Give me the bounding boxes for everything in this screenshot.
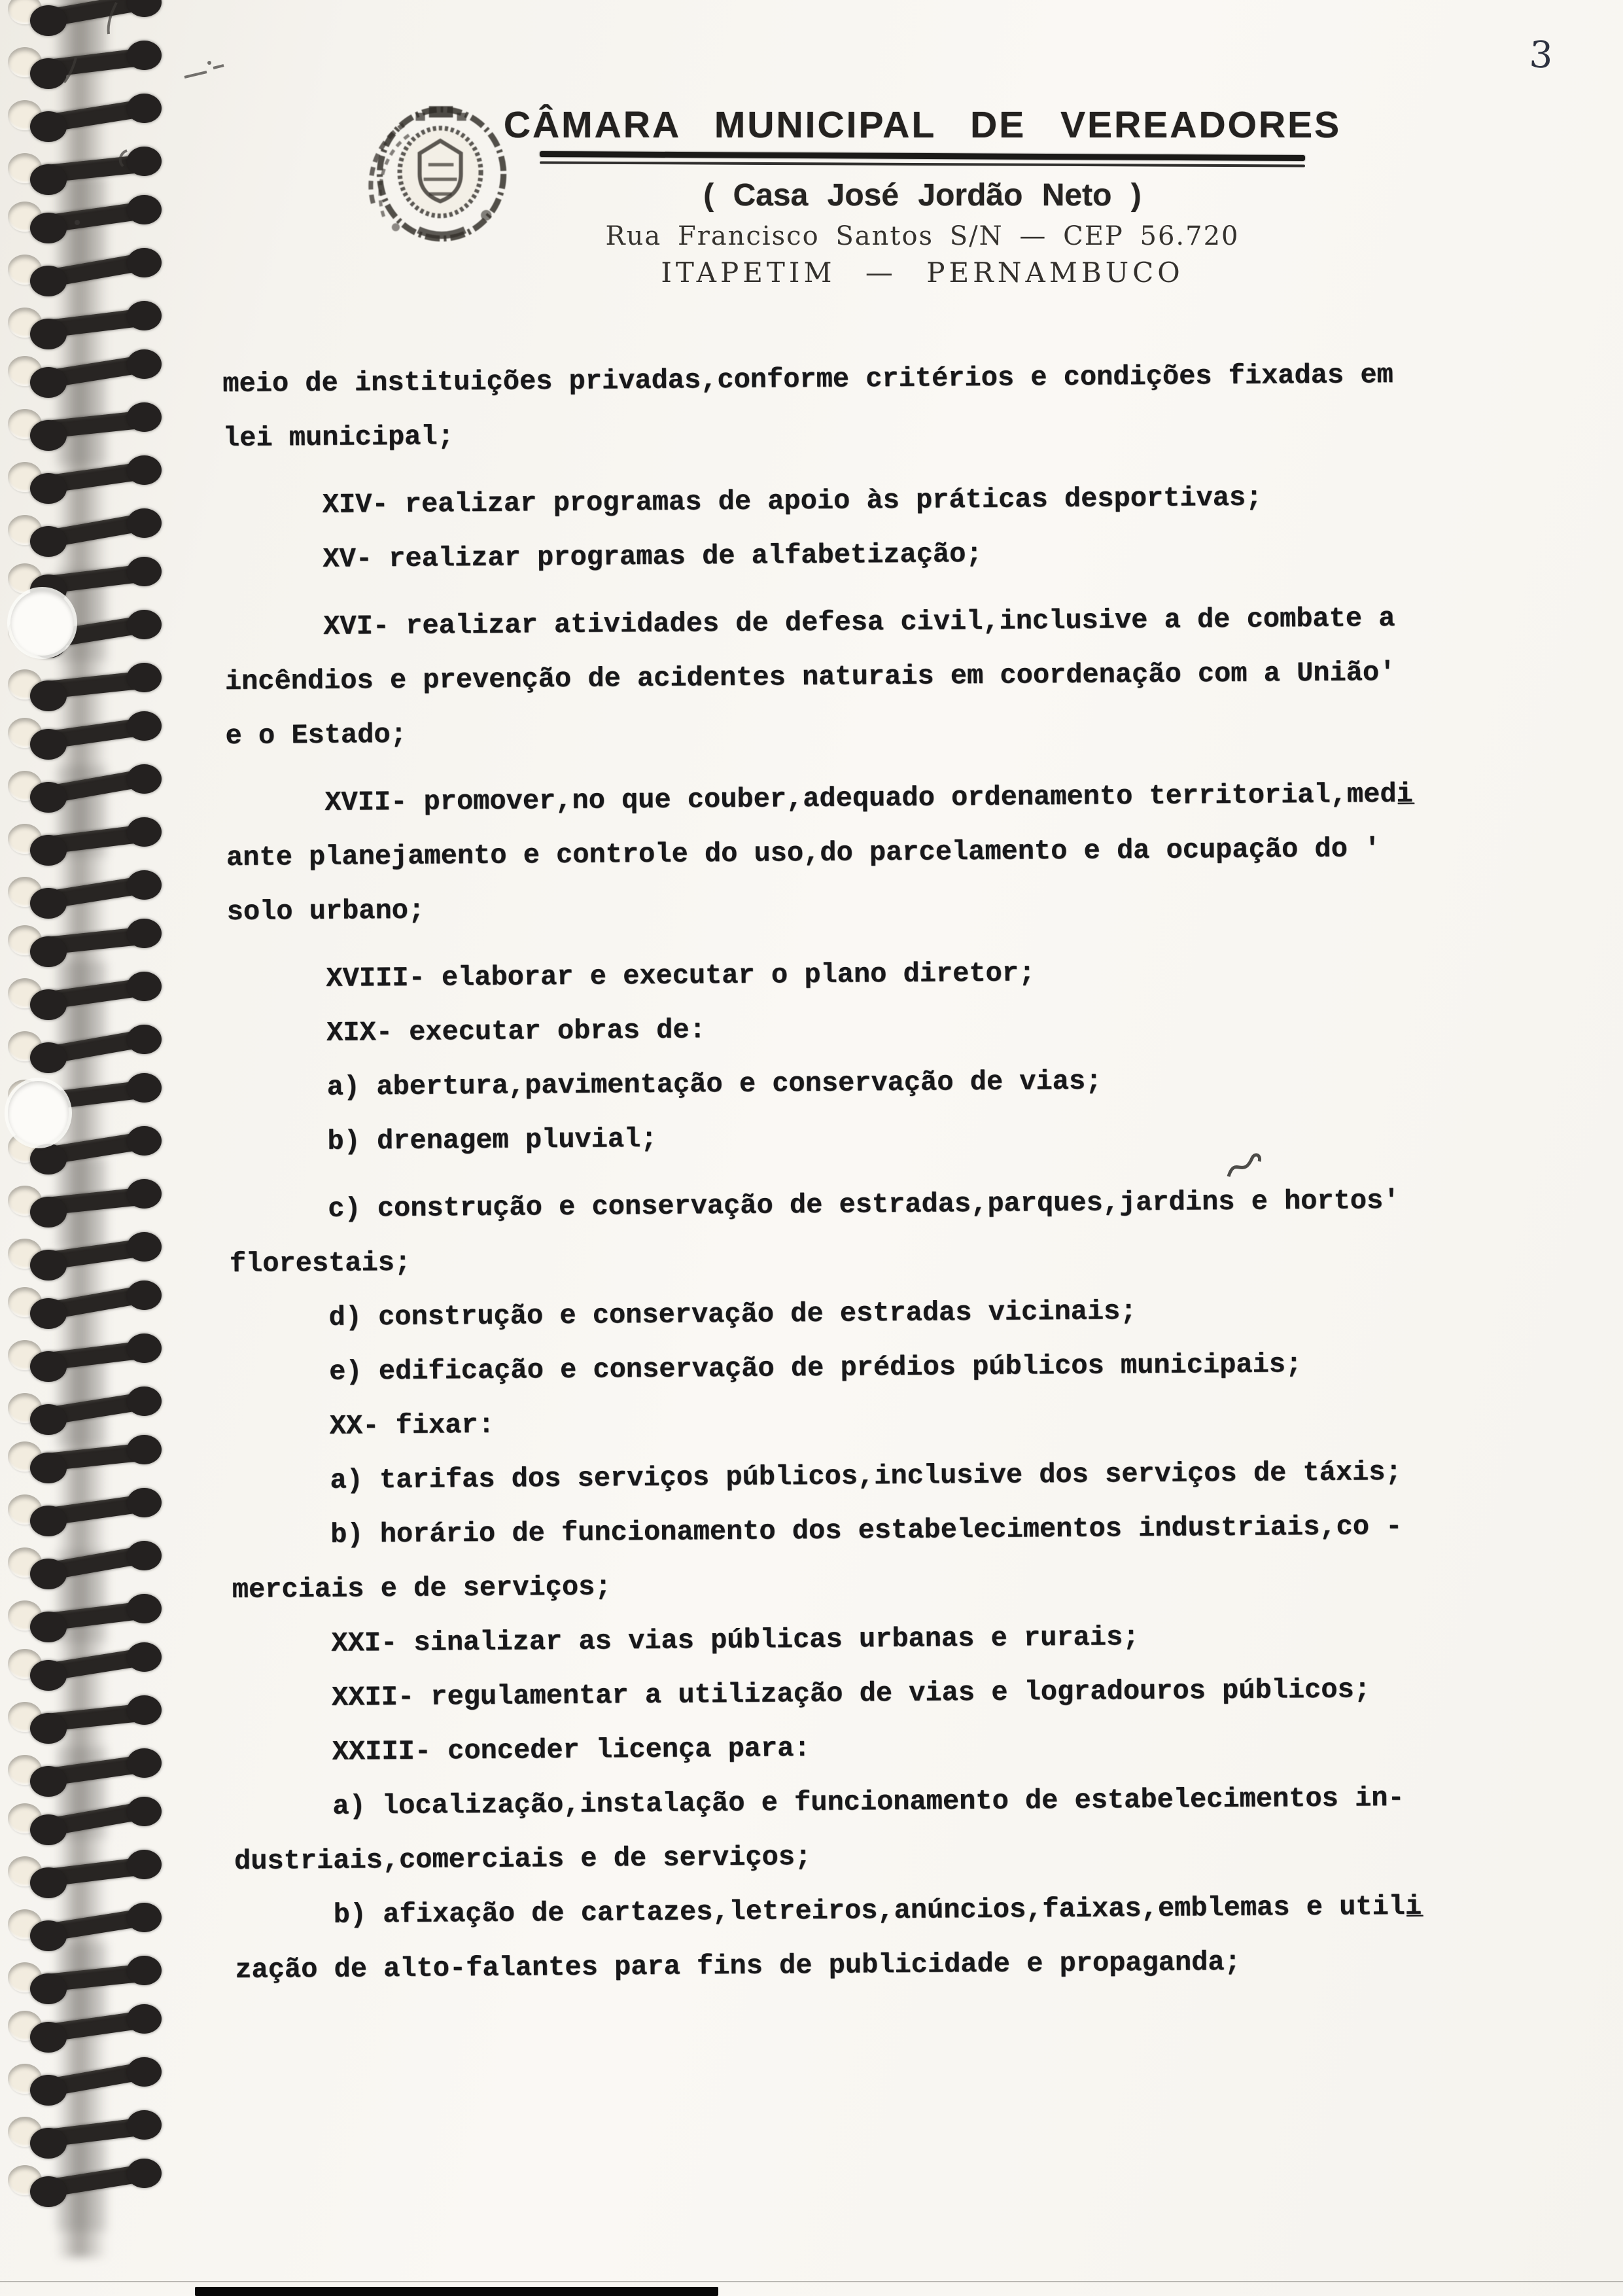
spiral-ring [0, 659, 173, 711]
text-line: XX- fixar: [329, 1409, 495, 1442]
binding-wire [127, 1073, 162, 1103]
text-line: e) edificação e conservação de prédios públicos municipais; [328, 1349, 1302, 1388]
binding-wire [127, 2110, 162, 2140]
text-line: dustriais,comerciais e de serviços; [234, 1841, 812, 1877]
binding-wire [30, 1559, 67, 1589]
spiral-ring [0, 2106, 173, 2158]
text-line: zação de alto-falantes para fins de publicidade e propaganda; [235, 1946, 1241, 1986]
spiral-ring [0, 1277, 173, 1328]
spiral-ring [0, 760, 173, 812]
punch-hole [10, 590, 74, 656]
text-line: b) afixação de cartazes,letreiros,anúncios,faixas,emblemas e utili̲ [333, 1890, 1422, 1931]
binding-wire [127, 663, 162, 692]
text-line: incêndios e prevenção de acidentes naturais em coordenação com a União' [224, 656, 1396, 698]
scan-edge-line [0, 2281, 1623, 2282]
binding-wire [127, 1179, 162, 1209]
binding-wire [127, 557, 162, 586]
text-line: d) construção e conservação de estradas vicinais; [328, 1296, 1137, 1333]
text-line: c) construção e conservação de estradas,parques,jardins e hortos' [328, 1184, 1400, 1225]
binding-wire [127, 1280, 162, 1310]
binding-wire [127, 455, 162, 485]
org-subtitle: ( Casa José Jordão Neto ) [703, 178, 1142, 213]
binding-wire [30, 1506, 67, 1536]
text-line: XVI- realizar atividades de defesa civil,inclusive a de combate a [323, 602, 1395, 643]
text-line: XV- realizar programas de alfabetização; [323, 538, 983, 575]
spiral-ring [0, 968, 173, 1019]
spiral-ring [0, 2053, 173, 2105]
binding-wire [127, 919, 162, 948]
binding-wire [127, 1642, 162, 1672]
spiral-ring [0, 866, 173, 918]
pen-squiggle-mark [1225, 1150, 1265, 1184]
text-line: XXII- regulamentar a utilização de vias e logradouros públicos; [331, 1674, 1371, 1714]
spiral-ring [0, 244, 173, 296]
text-line: solo urbano; [226, 894, 425, 928]
spiral-ring [0, 1744, 173, 1796]
punch-hole [8, 1081, 69, 1145]
binding-wire [30, 888, 67, 919]
text-line: a) tarifas dos serviços públicos,inclusive dos serviços de táxis; [330, 1456, 1402, 1496]
binding-wire [30, 2176, 67, 2207]
binding-wire [127, 1386, 162, 1416]
text-line: XVIII- elaborar e executar o plano diretor; [326, 957, 1036, 995]
spiral-ring [0, 1175, 173, 1227]
binding-wire [30, 835, 67, 866]
org-title: CÂMARA MUNICIPAL DE VEREADORES [503, 104, 1342, 146]
binding-wire [127, 2004, 162, 2034]
text-line: a) abertura,pavimentação e conservação de vias; [326, 1065, 1102, 1103]
spiral-ring [0, 504, 173, 556]
text-line: b) horário de funcionamento dos estabelecimentos industriais,co - [330, 1510, 1403, 1551]
binding-wire [127, 301, 162, 330]
text-line: XXIII- conceder licença para: [332, 1733, 811, 1768]
text-line: florestais; [229, 1246, 411, 1280]
binding-wire [127, 1232, 162, 1262]
scan-edge-bar [195, 2287, 718, 2296]
binding-wire [127, 610, 162, 639]
spiral-ring [0, 1330, 173, 1381]
binding-wire [30, 1867, 67, 1898]
binding-wire [127, 1797, 162, 1826]
text-line: XXI- sinalizar as vias públicas urbanas e rurais; [331, 1621, 1140, 1659]
binding-wire [30, 1042, 67, 1073]
spiral-ring [0, 813, 173, 865]
binding-wire [30, 420, 67, 451]
binding-wire [30, 989, 67, 1020]
binding-wire [127, 1956, 162, 1985]
binding-wire [127, 1435, 162, 1464]
binding-wire [30, 1766, 67, 1797]
text-line: a) localização,instalação e funcionamento de estabelecimentos in- [332, 1782, 1405, 1822]
binding-wire [127, 1594, 162, 1623]
org-address: Rua Francisco Santos S/N — CEP 56.720 [605, 221, 1240, 251]
binding-wire [127, 248, 162, 277]
binding-wire [30, 1973, 67, 2004]
spiral-ring [0, 1793, 173, 1845]
binding-wire [30, 1144, 67, 1174]
text-line: XIX- executar obras de: [326, 1014, 706, 1049]
spiral-ring [0, 1228, 173, 1280]
binding-wire [30, 1250, 67, 1280]
spiral-ring [0, 1638, 173, 1690]
spiral-ring [0, 2155, 173, 2206]
text-line: merciais e de serviços; [232, 1571, 612, 1606]
spiral-ring [0, 1431, 173, 1483]
spiral-ring [0, 398, 173, 450]
binding-wire [30, 1814, 67, 1845]
title-rule-thin [540, 161, 1305, 167]
spiral-ring [0, 1484, 173, 1536]
binding-wire [127, 764, 162, 794]
binding-wire [127, 1903, 162, 1932]
letterhead [451, 103, 1393, 289]
binding-wire [30, 1404, 67, 1435]
binding-wire [127, 711, 162, 741]
binding-wire [30, 1713, 67, 1744]
binding-wire [127, 1541, 162, 1570]
binding-wire [127, 817, 162, 847]
binding-wire [127, 972, 162, 1001]
binding-wire [30, 473, 67, 504]
text-line: lei municipal; [222, 421, 455, 454]
spiral-ring [0, 1537, 173, 1589]
text-line: XIV- realizar programas de apoio às práticas desportivas; [322, 482, 1263, 521]
page-number: 3 [1528, 33, 1554, 77]
binding-wire [127, 349, 162, 379]
spiral-ring [0, 297, 173, 349]
spiral-ring [0, 1590, 173, 1642]
binding-wire [127, 1695, 162, 1725]
spiral-binding [0, 0, 177, 2296]
spiral-ring [0, 451, 173, 503]
text-line: e o Estado; [225, 718, 407, 752]
binding-wire [127, 508, 162, 538]
binding-wire [30, 729, 67, 760]
binding-wire [127, 402, 162, 432]
scan-specks [13, 0, 288, 249]
binding-wire [30, 2022, 67, 2053]
text-line: XVII- promover,no que couber,adequado ordenamento territorial,medi̲ [324, 778, 1413, 819]
spiral-ring [0, 1899, 173, 1951]
spiral-ring [0, 915, 173, 966]
binding-wire [30, 1351, 67, 1382]
binding-wire [127, 870, 162, 900]
spiral-ring [0, 2000, 173, 2052]
binding-wire [127, 1333, 162, 1363]
binding-wire [127, 2159, 162, 2188]
spiral-ring [0, 1021, 173, 1072]
binding-wire [30, 526, 67, 557]
binding-wire [30, 367, 67, 398]
binding-wire [30, 1612, 67, 1642]
binding-wire [30, 1920, 67, 1951]
binding-wire [30, 680, 67, 711]
title-rule-thick [540, 151, 1305, 161]
text-line: b) drenagem pluvial; [327, 1123, 657, 1157]
binding-wire [30, 1660, 67, 1691]
binding-wire [127, 2057, 162, 2087]
binding-wire [127, 1126, 162, 1156]
spiral-ring [0, 1952, 173, 2004]
spiral-ring [0, 1691, 173, 1743]
org-city-line: ITAPETIM — PERNAMBUCO [661, 256, 1184, 289]
spiral-ring [0, 1383, 173, 1434]
binding-wire [127, 1488, 162, 1517]
spiral-ring [0, 345, 173, 397]
binding-wire [30, 1453, 67, 1483]
spiral-ring [0, 707, 173, 759]
binding-wire [127, 1850, 162, 1879]
text-line: meio de instituições privadas,conforme critérios e condições fixadas em [222, 359, 1393, 400]
spiral-ring [0, 1846, 173, 1898]
text-line: ante planejamento e controle do uso,do parcelamento e da ocupação do ' [226, 833, 1381, 874]
binding-wire [30, 2128, 67, 2159]
binding-wire [30, 1197, 67, 1227]
binding-wire [30, 782, 67, 813]
binding-wire [30, 2075, 67, 2106]
binding-wire [127, 1748, 162, 1778]
binding-wire [127, 1025, 162, 1054]
binding-wire [30, 1298, 67, 1329]
binding-wire [30, 936, 67, 967]
binding-wire [30, 266, 67, 296]
binding-wire [30, 319, 67, 349]
